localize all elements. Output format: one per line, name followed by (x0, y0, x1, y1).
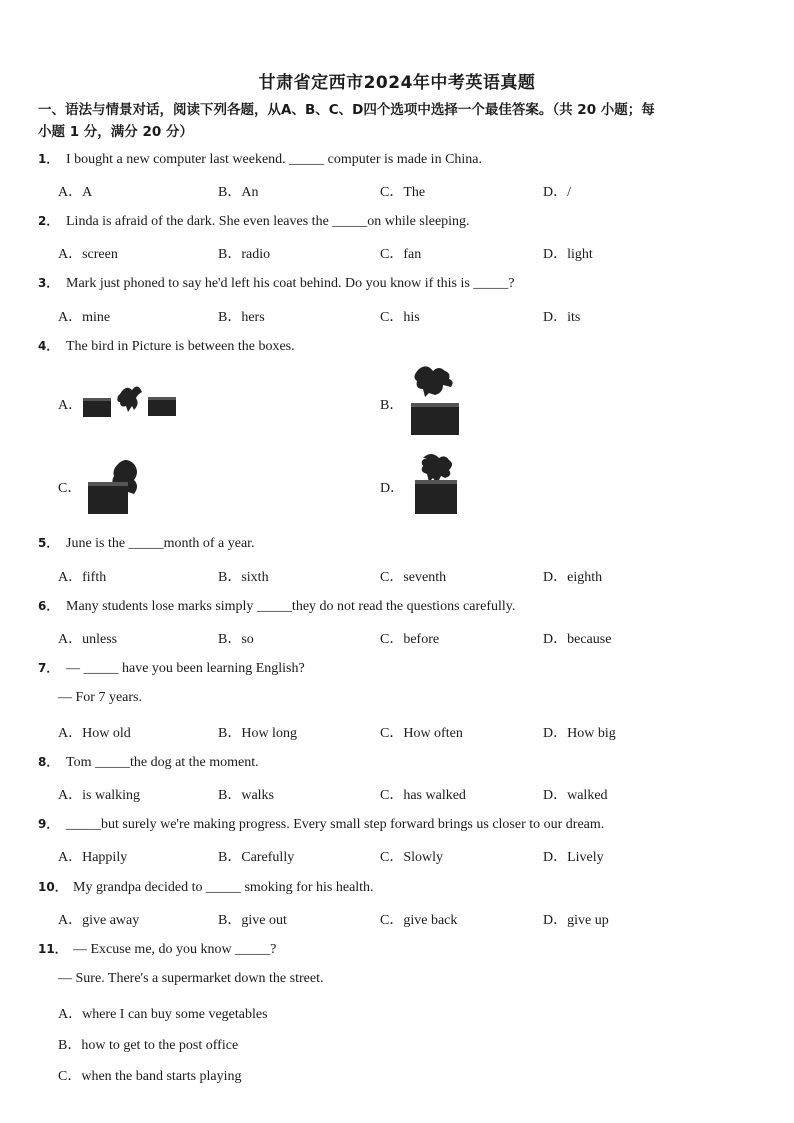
question-number: 11． (38, 942, 67, 956)
question-1 (38, 150, 482, 168)
option-b[interactable]: B． (380, 398, 404, 413)
picture-a-bird-between-boxes[interactable] (80, 380, 180, 420)
section-instructions (38, 99, 760, 143)
question-text: My grandpa decided to _____ smoking for his health. (73, 880, 374, 895)
option-a[interactable]: A． (58, 398, 83, 413)
option-c[interactable]: C．give back (380, 913, 458, 928)
option-d[interactable]: D．walked (543, 788, 608, 803)
question-number: 5． (38, 536, 59, 550)
question-7 (38, 659, 305, 677)
option-d[interactable]: D．How big (543, 726, 616, 741)
option-b[interactable]: B．give out (218, 913, 287, 928)
option-d[interactable]: D．Lively (543, 850, 604, 865)
question-text: — Excuse me, do you know _____? (73, 942, 277, 957)
option-c[interactable]: C． (58, 481, 82, 496)
question-number: 6． (38, 599, 59, 613)
option-b[interactable]: B．sixth (218, 570, 269, 585)
question-text: June is the _____month of a year. (66, 536, 255, 551)
question-text: Mark just phoned to say he'd left his coat behind. Do you know if this is _____? (66, 276, 515, 291)
instructions-line-1: 一、语法与情景对话，阅读下列各题，从A、B、C、D四个选项中选择一个最佳答案。（共 20 小题；每 (38, 102, 655, 118)
picture-c-bird-behind-box[interactable] (84, 458, 150, 516)
picture-d-bird-in-box[interactable] (405, 452, 465, 518)
question-number: 3． (38, 276, 59, 290)
question-11-reply: — Sure. There's a supermarket down the street. (58, 971, 324, 986)
question-number: 1． (38, 152, 59, 166)
question-text: The bird in Picture is between the boxes. (66, 339, 295, 354)
option-a[interactable]: A．screen (58, 247, 118, 262)
option-d[interactable]: D．because (543, 632, 612, 647)
question-number: 8． (38, 755, 59, 769)
option-b[interactable]: B．Carefully (218, 850, 295, 865)
option-c[interactable]: C．before (380, 632, 440, 647)
question-text: Many students lose marks simply _____they do not read the questions carefully. (66, 599, 516, 614)
option-a[interactable]: A．A (58, 185, 93, 200)
option-a[interactable]: A．How old (58, 726, 131, 741)
question-text: _____but surely we're making progress. Every small step forward brings us closer to our dream. (66, 817, 605, 832)
option-b[interactable]: B．How long (218, 726, 297, 741)
option-c[interactable]: C．when the band starts playing (58, 1069, 242, 1084)
option-c[interactable]: C．seventh (380, 570, 447, 585)
question-9 (38, 815, 604, 833)
option-b[interactable]: B．hers (218, 310, 265, 325)
question-5 (38, 534, 255, 552)
question-text: Tom _____the dog at the moment. (66, 755, 259, 770)
question-text: I bought a new computer last weekend. _____ computer is made in China. (66, 152, 483, 167)
option-a[interactable]: A．give away (58, 913, 140, 928)
option-c[interactable]: C．The (380, 185, 426, 200)
question-number: 7． (38, 661, 59, 675)
question-3 (38, 274, 515, 292)
question-4 (38, 337, 295, 355)
option-d[interactable]: D．light (543, 247, 593, 262)
question-number: 10． (38, 880, 67, 894)
option-a[interactable]: A．unless (58, 632, 118, 647)
picture-b-bird-on-box[interactable] (405, 363, 465, 439)
question-number: 9． (38, 817, 59, 831)
option-b[interactable]: B．radio (218, 247, 271, 262)
option-b[interactable]: B．how to get to the post office (58, 1038, 239, 1053)
question-7-reply: — For 7 years. (58, 690, 142, 705)
option-b[interactable]: B．walks (218, 788, 274, 803)
option-a[interactable]: A．where I can buy some vegetables (58, 1007, 268, 1022)
question-text: — _____ have you been learning English? (66, 661, 305, 676)
option-a[interactable]: A．fifth (58, 570, 107, 585)
option-b[interactable]: B．so (218, 632, 254, 647)
option-d[interactable]: D．eighth (543, 570, 603, 585)
question-number: 2． (38, 214, 59, 228)
option-b[interactable]: B．An (218, 185, 259, 200)
option-a[interactable]: A．Happily (58, 850, 128, 865)
question-2 (38, 212, 470, 230)
question-6 (38, 597, 515, 615)
option-a[interactable]: A．mine (58, 310, 111, 325)
option-c[interactable]: C．How often (380, 726, 463, 741)
option-c[interactable]: C．Slowly (380, 850, 444, 865)
question-number: 4． (38, 339, 59, 353)
option-a[interactable]: A．is walking (58, 788, 141, 803)
page-title: 甘肃省定西市2024年中考英语真题 (258, 73, 536, 93)
option-d[interactable]: D．its (543, 310, 581, 325)
question-10 (38, 878, 374, 896)
question-text: Linda is afraid of the dark. She even leaves the _____on while sleeping. (66, 214, 470, 229)
option-d[interactable]: D．/ (543, 185, 571, 200)
option-d[interactable]: D．give up (543, 913, 609, 928)
instructions-line-2: 小题 1 分，满分 20 分） (38, 124, 193, 140)
question-8 (38, 753, 259, 771)
option-c[interactable]: C．has walked (380, 788, 466, 803)
question-11 (38, 940, 276, 958)
option-d[interactable]: D． (380, 481, 405, 496)
option-c[interactable]: C．fan (380, 247, 422, 262)
option-c[interactable]: C．his (380, 310, 420, 325)
